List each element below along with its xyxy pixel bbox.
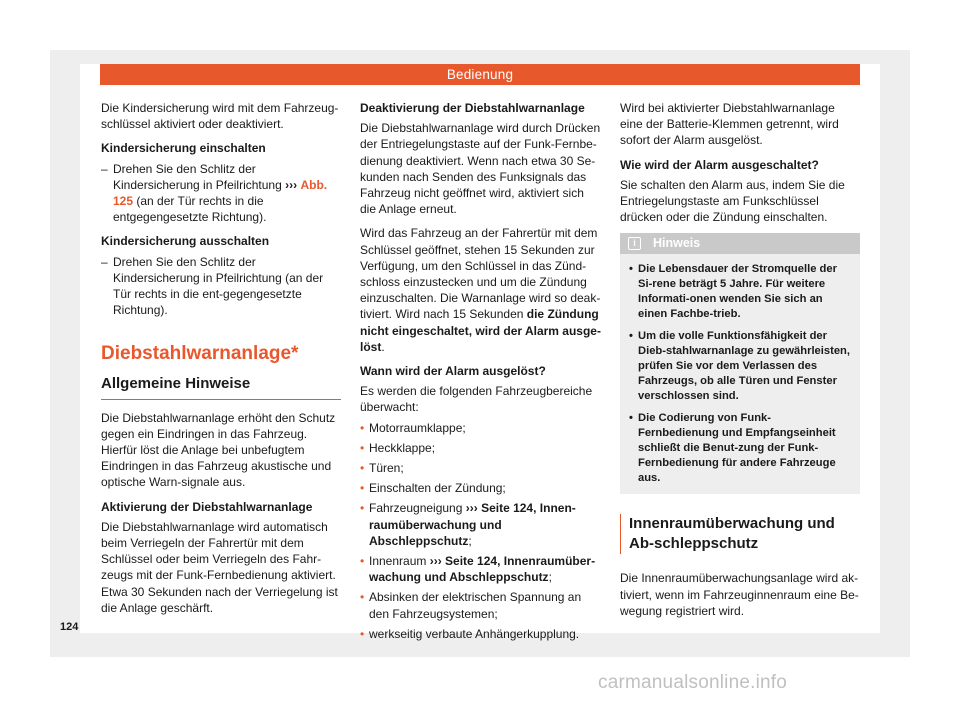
bullet: • — [360, 590, 365, 605]
step-text-end: (an der Tür rechts in die entgegengesetzte Richtung). — [113, 194, 267, 225]
bullet: • — [360, 626, 365, 641]
list-item: • Motorraumklappe; — [360, 420, 466, 435]
bullet: • — [360, 461, 365, 476]
section-title-general: Allgemeine Hinweise — [101, 376, 341, 399]
page-reference-link[interactable]: ››› Seite 124, Innen-raumüberwachung und Abschleppschutz — [369, 501, 576, 548]
column-1 — [101, 100, 341, 616]
bullet: • — [360, 554, 365, 569]
heading-deactivation: Deaktivierung der Diebstahlwarnanlage — [360, 101, 585, 115]
bullet: • — [360, 440, 365, 455]
door-text: Wird das Fahrzeug an der Fahrertür mit dem Schlüssel geöffnet, stehen 15 Sekunden zur Verfügung, um den Schlüssel in das Zünd-schloss einzustecken und um die Zündung einzuschalten. Die Warnanlage wird so deak-tiviert. Wird nach 15 Sekunden die Zündung nicht eingeschaltet, wird der Alarm ausge-löst. — [360, 226, 601, 354]
trigger-intro: Es werden die folgenden Fahrzeugbereiche überwacht: — [360, 384, 593, 415]
bullet: • — [360, 501, 365, 516]
heading-child-lock-off: Kindersicherung ausschalten — [101, 234, 270, 249]
list-item: • Heckklappe; — [360, 440, 436, 455]
list-item: • Türen; — [360, 461, 404, 476]
list-item: • Absinken der elektrischen Spannung an den Fahrzeugsystemen; — [360, 590, 582, 621]
column-2 — [360, 100, 601, 646]
page-reference-link[interactable]: ››› Seite 124, Innenraumüber-wachung und Abschleppschutz — [369, 554, 596, 585]
figure-link[interactable]: Abb. 125 — [113, 177, 328, 209]
info-icon: i — [628, 237, 641, 250]
general-text: Die Diebstahlwarnanlage erhöht den Schutz gegen ein Eindringen in das Fahrzeug. Hierfür löst die Anlage bei unbefugtem Eindringen in das Fahrzeug akustische und optische Warn-signale aus. — [101, 410, 336, 490]
page-number: 124 — [60, 621, 79, 633]
heading-child-lock-on: Kindersicherung einschalten — [101, 141, 266, 156]
ref-arrow: ››› — [285, 177, 298, 192]
heading-alarm-trigger: Wann wird der Alarm ausgelöst? — [360, 364, 546, 379]
page-header: Bedienung — [100, 64, 860, 85]
activation-text: Die Diebstahlwarnanlage wird automatisch beim Verriegeln der Fahrertür mit dem Schlüssel oder beim Verriegeln des Fahr-zeugs mit der Funk-Fernbedienung aktiviert. Etwa 30 Sekunden nach der Verriegelung ist die Anlage geschärft. — [101, 519, 338, 615]
note-item: • Die Codierung von Funk-Fernbedienung und Empfangseinheit schließt die Benut-zung der Funk-Fernbedienung für andere Fahrzeuge aus. — [629, 412, 836, 485]
bullet: • — [360, 420, 365, 435]
bullet: • — [360, 481, 365, 496]
watermark: carmanualsonline.info — [598, 672, 788, 693]
column-3 — [620, 100, 860, 619]
list-item: • werkseitig verbaute Anhängerkupplung. — [360, 626, 580, 641]
note-body — [620, 254, 860, 494]
bullet: • — [629, 412, 633, 425]
note-box — [620, 233, 860, 494]
list-item: • Innenraum ››› Seite 124, Innenraumüber-wachung und Abschleppschutz; — [360, 554, 596, 585]
intro-text: Die Kindersicherung wird mit dem Fahrzeug-schlüssel aktiviert oder deaktiviert. — [101, 101, 339, 132]
interior-text: Die Innenraumüberwachungsanlage wird ak-tiviert, wenn im Fahrzeuginnenraum eine Be-wegung registriert wird. — [620, 571, 859, 618]
heading-alarm-off: Wie wird der Alarm ausgeschaltet? — [620, 157, 819, 172]
alarm-off-text: Sie schalten den Alarm aus, indem Sie die Entriegelungstaste am Funkschlüssel drücken oder die Zündung einschalten. — [620, 177, 845, 225]
list-item: • Einschalten der Zündung; — [360, 481, 506, 496]
note-title: Hinweis — [653, 236, 701, 251]
step-child-lock-off — [101, 254, 341, 319]
step-child-lock-on — [101, 161, 341, 226]
battery-text: Wird bei aktivierter Diebstahlwarnanlage eine der Batterie-Klemmen getrennt, wird sofort der Alarm ausgelöst. — [620, 101, 839, 148]
list-item: • Fahrzeugneigung ››› Seite 124, Innen-raumüberwachung und Abschleppschutz; — [360, 501, 576, 548]
note-item: • Die Lebensdauer der Stromquelle der Si-rene beträgt 5 Jahre. Für weitere Informati-onen wenden Sie sich an einen Fachbe-trieb. — [629, 263, 837, 321]
step-text: Drehen Sie den Schlitz der Kindersicherung in Pfeilrichtung (an der Tür rechts in die ent-gegengesetzte Richtung). — [113, 254, 324, 318]
heading-activation: Aktivierung der Diebstahlwarnanlage — [101, 499, 313, 514]
note-item: • Um die volle Funktionsfähigkeit der Dieb-stahlwarnanlage zu gewährleisten, prüfen Sie vor dem Verlassen des Fahrzeugs, ob alle Türen und Fenster verschlossen sind. — [629, 330, 850, 403]
section-title-interior: Innenraumüberwachung und Ab-schleppschutz — [620, 514, 860, 554]
step-text: Drehen Sie den Schlitz der Kindersicherung in Pfeilrichtung — [113, 161, 286, 192]
note-header — [620, 233, 860, 254]
dash-marker: – — [101, 161, 108, 176]
deactivation-text: Die Diebstahlwarnanlage wird durch Drücken der Entriegelungstaste auf der Funk-Fernbe-dienung deaktiviert. Wenn nach etwa 30 Se-kunden nach Senden des Funksignals das Fahrzeug nicht geöffnet wird, aktiviert sich die Anlage erneut. — [360, 121, 601, 217]
bullet: • — [629, 330, 633, 343]
dash-marker: – — [101, 254, 108, 269]
bullet: • — [629, 263, 633, 276]
chapter-title: Diebstahlwarnanlage* — [101, 343, 299, 365]
